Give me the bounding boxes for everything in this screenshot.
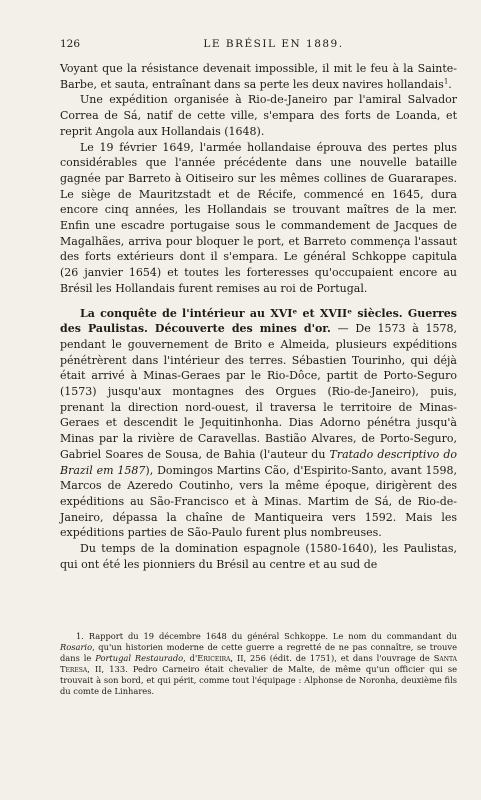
footnote-1 <box>60 631 457 697</box>
paragraph-1 <box>60 61 457 92</box>
footnote-ship-name: Rosario <box>60 642 93 652</box>
main-text <box>60 61 457 573</box>
page-number: 126 <box>60 38 81 50</box>
footnote-author-2: Santa Teresa <box>60 653 457 674</box>
footnote-ref: 1 <box>443 77 449 86</box>
footnote-text-3: , d' <box>183 653 198 663</box>
footnote <box>60 631 457 697</box>
paragraph-4-text-a: — De 1573 à 1578, pendant le gouvernement de Brito e Almeida, plusieurs expéditions pénétrèrent dans l'intérieur des terres. Sébastien Tourinho, qui déjà était arrivé à Minas-Geraes par le Rio-Dôce, partit de Porto-Seguro (1573) jusqu'aux montagnes des Orgues (Rio-de-Janeiro), puis, prenant la direction nord-ouest, il traversa le territoire de Minas-Geraes et descendit le Jequitinhonha. Dias Adorno pénétra jusqu'à Minas par la rivière de Caravellas. Bastião Alvares, de Porto-Seguro, Gabriel Soares de Sousa, de Bahia (l'auteur du <box>60 322 458 461</box>
footnote-author-1: Ericeira <box>197 653 231 663</box>
paragraph-4-text-b: ), Domingos Martins Cão, d'Espirito-Santo, avant 1598, Marcos de Azeredo Coutinho, vers la même époque, dirigèrent des expéditions au São-Francisco et à Minas. Martim de Sá, de Rio-de-Janeiro, dépassa la chaîne de Mantiqueira vers 1592. Mais les expéditions parties de São-Paulo furent plus nombreuses. <box>60 463 457 540</box>
footnote-text-2: , qu'un historien moderne de cette guerre a regretté de ne pas connaître, se trouve dans le <box>60 642 457 663</box>
paragraph-3: Le 19 février 1649, l'armée hollandaise éprouva des pertes plus considérables que l'année précédente dans une nouvelle bataille gagnée par Barreto à Oitiseiro sur les mêmes collines de Guararapes. Le siège de Mauritzstadt et de Récife, commencé en 1645, dura encore cinq années, les Hollandais se trouvant maîtres de la mer. Enfin une escadre portugaise sous le commandement de Jacques de Magalhães, arriva pour bloquer le port, et Barreto commença l'assaut des forts extérieurs dont il s'empara. Le général Schkoppe capitula (26 janvier 1654) et toutes les forteresses qu'occupaient encore au Brésil les Hollandais furent remises au roi de Portugal. <box>60 140 457 295</box>
paragraph-1-text: Voyant que la résistance devenait impossible, il mit le feu à la Sainte-Barbe, et sauta, entraînant dans sa perte les deux navires hollandais <box>60 62 457 91</box>
paragraph-5: Du temps de la domination espagnole (1580-1640), les Paulistas, qui ont été les pionniers du Brésil au centre et au sud de <box>60 542 457 571</box>
footnote-text-1: 1. Rapport du 19 décembre 1648 du général Schkoppe. Le nom du commandant du <box>76 631 457 641</box>
footnote-text-5: , II, 133. Pedro Carneiro était chevalier de Malte, de même qu'un officier qui se trouvait à son bord, et qui périt, comme tout l'équipage : Alphonse de Noronha, deuxième fils du comte de Linhares. <box>60 664 457 696</box>
paragraph-4 <box>60 306 457 542</box>
book-title: Tratado descriptivo do Brazil em 1587 <box>60 447 458 477</box>
running-header <box>60 38 457 54</box>
paragraph-1-end: . <box>448 77 452 91</box>
footnote-book-title: Portugal Restaurado <box>95 653 184 663</box>
section-heading: La conquête de l'intérieur au XVIᵉ et XVIIᵉ siècles. Guerres des Paulistas. Découverte des mines d'or. <box>60 306 457 336</box>
paragraph-2: Une expédition organisée à Rio-de-Janeiro par l'amiral Salvador Correa de Sá, natif de cette ville, s'empara des forts de Loanda, et reprit Angola aux Hollandais (1648). <box>60 93 457 138</box>
footnote-text-4: , II, 256 (édit. de 1751), et dans l'ouvrage de <box>230 653 434 663</box>
running-title: LE BRÉSIL EN 1889. <box>203 38 344 50</box>
